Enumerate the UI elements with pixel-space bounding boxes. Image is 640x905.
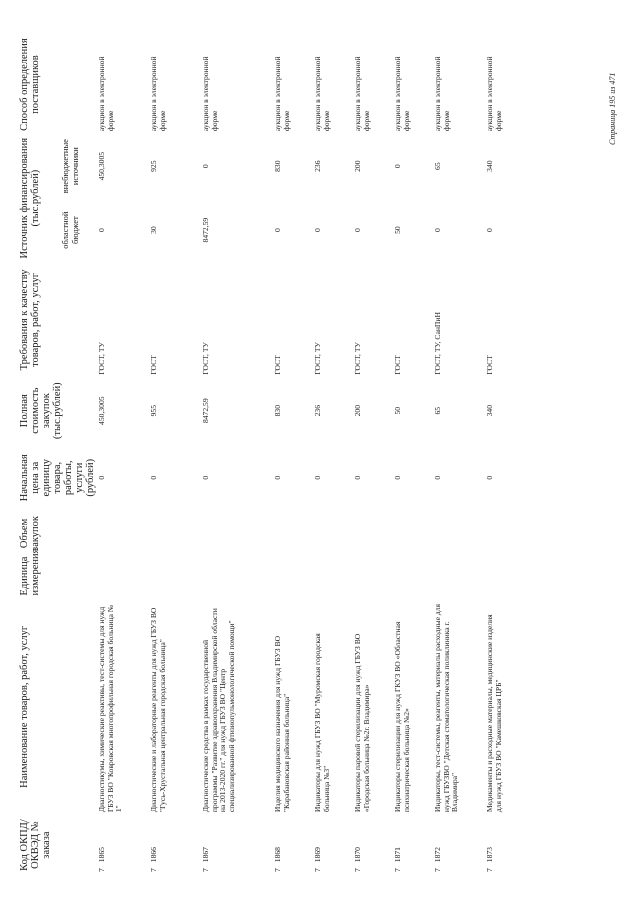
requirements-cell: ГОСТ [393,355,403,375]
table-header-row [18,35,60,875]
volume-cell [273,512,313,555]
volume-cell [149,512,201,555]
header-start-price: Начальная цена за единицу товара, работы, услуги (рублей) [19,454,97,502]
code-cell [97,815,149,875]
external-cell: 340 [485,160,495,172]
name-cell: Диагностикумы, химические реактивы, тест-системы для нужд ГБУЗ ВО "Ковровская многопрофильная городская больница № 1" [97,604,124,813]
header-volume: Объем закупок [19,515,42,551]
code-cell [201,815,273,875]
okpd-code: 7 [313,868,323,872]
volume-cell [97,512,149,555]
regional-cell: 0 [433,228,443,233]
requirements-cell: ГОСТ [485,355,495,375]
code-cell [433,815,485,875]
external-cell: 236 [313,160,323,172]
requirements-cell: ГОСТ, ТУ [353,342,363,375]
okpd-code: 7 [433,868,443,872]
table-row [313,35,353,875]
full-cost-cell: 200 [353,405,363,417]
requirements-cell: ГОСТ, ТУ [201,342,211,375]
regional-cell: 30 [149,226,159,234]
name-cell: Медикаменты и расходные материалы, медицинские изделия для нужд ГБУЗ ВО "Камешковская ЦРБ" [485,614,503,813]
name-cell: Индикаторы, тест-системы, реагенты, материалы расходные для нужд ГБУЗВО "Детская стоматологическая поликлиника г. Владимира" [433,603,460,813]
start-price-cell: 0 [97,475,107,480]
table-row [201,35,273,875]
start-price-cell: 0 [201,475,211,480]
volume-cell [313,512,353,555]
table-row [393,35,433,875]
order-number: 1873 [485,847,495,863]
method-cell: аукцион в электронной форме [433,56,451,132]
method-cell: аукцион в электронной форме [273,56,291,132]
name-cell: Диагностические средства в рамках государственной программы "Развитие здравоохранения Владимирской области на 2013-2020 гг." для нужд ГБУЗ ВО "Центр специализированной фтизиопульмонологической помощи" [201,608,236,813]
regional-cell: 50 [393,226,403,234]
name-cell: Индикаторы паровой стерилизации для нужд ГБУЗ ВО «Городская больница №2г. Владимира» [353,633,371,813]
table-row [273,35,313,875]
header-requirements: Требования к качеству товаров, работ, услуг [19,269,42,371]
header-unit: Единица измерения [19,548,42,596]
volume-cell [201,512,273,555]
unit-cell [201,555,273,598]
unit-cell [273,555,313,598]
regional-cell: 0 [313,228,323,233]
okpd-code: 7 [485,868,495,872]
full-cost-cell: 50 [393,406,403,415]
code-cell [313,815,353,875]
name-cell: Диагностические и лабораторные реагенты для нужд ГБУЗ ВО "Гусь-Хрустальная центральная городская больница" [149,607,167,813]
table-row [433,35,485,875]
external-cell: 450,3005 [97,151,107,181]
full-cost-cell: 8472,59 [201,398,211,424]
external-cell: 925 [149,160,159,172]
regional-cell: 8472,59 [201,217,211,243]
order-number: 1869 [313,847,323,863]
code-cell [273,815,313,875]
header-full-cost: Полная стоимость закупок (тыс.рублей) [19,382,64,440]
requirements-cell: ГОСТ, ТУ, СанПиН [433,312,443,375]
start-price-cell: 0 [393,475,403,480]
method-cell: аукцион в электронной форме [393,56,411,132]
requirements-cell: ГОСТ [149,355,159,375]
external-cell: 0 [393,164,403,169]
header-method: Способ определения поставщиков [19,38,42,131]
method-cell: аукцион в электронной форме [353,56,371,132]
external-cell: 65 [433,162,443,170]
method-cell: аукцион в электронной форме [485,56,503,132]
unit-cell [433,555,485,598]
external-cell: 0 [201,164,211,169]
order-number: 1865 [97,847,107,863]
full-cost-cell: 65 [433,406,443,415]
code-cell [149,815,201,875]
header-source-regional: областной бюджет [60,211,80,249]
header-name: Наименование товаров, работ, услуг [19,625,30,788]
table-row [149,35,201,875]
header-source: Источник финансирования (тыс.рублей) [19,137,42,259]
start-price-cell: 0 [313,475,323,480]
start-price-cell: 0 [353,475,363,480]
code-cell [393,815,433,875]
external-cell: 200 [353,160,363,172]
okpd-code: 7 [149,868,159,872]
code-cell [353,815,393,875]
order-number: 1872 [433,847,443,863]
unit-cell [353,555,393,598]
name-cell: Индикаторы стерилизации для нужд ГКУЗ ВО «Областная психиатрическая больница №2» [393,621,411,813]
okpd-code: 7 [201,868,211,872]
order-number: 1868 [273,847,283,863]
unit-cell [393,555,433,598]
header-source-external: внебюджетные источники [60,139,80,194]
table-row [485,35,525,875]
volume-cell [485,512,525,555]
table-row [353,35,393,875]
unit-cell [149,555,201,598]
order-number: 1871 [393,847,403,863]
requirements-cell: ГОСТ [273,355,283,375]
start-price-cell: 0 [273,475,283,480]
order-number: 1870 [353,847,363,863]
full-cost-cell: 340 [485,405,495,417]
external-cell: 830 [273,160,283,172]
full-cost-cell: 236 [313,405,323,417]
unit-cell [313,555,353,598]
table-body [97,35,525,875]
order-number: 1866 [149,847,159,863]
full-cost-cell: 830 [273,405,283,417]
start-price-cell: 0 [485,475,495,480]
name-cell: Индикаторы для нужд ГБУЗ ВО "Муромская городская больница №3" [313,633,331,813]
unit-cell [97,555,149,598]
regional-cell: 0 [97,228,107,233]
full-cost-cell: 450,3005 [97,396,107,425]
start-price-cell: 0 [149,475,159,480]
okpd-code: 7 [97,868,107,872]
unit-cell [485,555,525,598]
volume-cell [353,512,393,555]
requirements-cell: ГОСТ, ТУ [313,342,323,375]
start-price-cell: 0 [433,475,443,480]
regional-cell: 0 [353,228,363,233]
code-cell [485,815,525,875]
requirements-cell: ГОСТ, ТУ [97,342,107,375]
method-cell: аукцион в электронной форме [97,56,115,132]
header-code: Код ОКПД/ ОКВЭД № заказа [19,819,53,871]
volume-cell [433,512,485,555]
regional-cell: 0 [273,228,283,233]
regional-cell: 0 [485,228,495,233]
page-number: Страница 195 из 471 [608,72,617,145]
method-cell: аукцион в электронной форме [149,56,167,132]
okpd-code: 7 [353,868,363,872]
okpd-code: 7 [393,868,403,872]
table-row [97,35,149,875]
okpd-code: 7 [273,868,283,872]
method-cell: аукцион в электронной форме [313,56,331,132]
procurement-table [18,35,525,875]
method-cell: аукцион в электронной форме [201,56,219,132]
full-cost-cell: 955 [149,405,159,417]
order-number: 1867 [201,847,211,863]
name-cell: Изделия медицинского назначения для нужд ГБУЗ ВО "Карабановская районная больница" [273,635,291,813]
volume-cell [393,512,433,555]
